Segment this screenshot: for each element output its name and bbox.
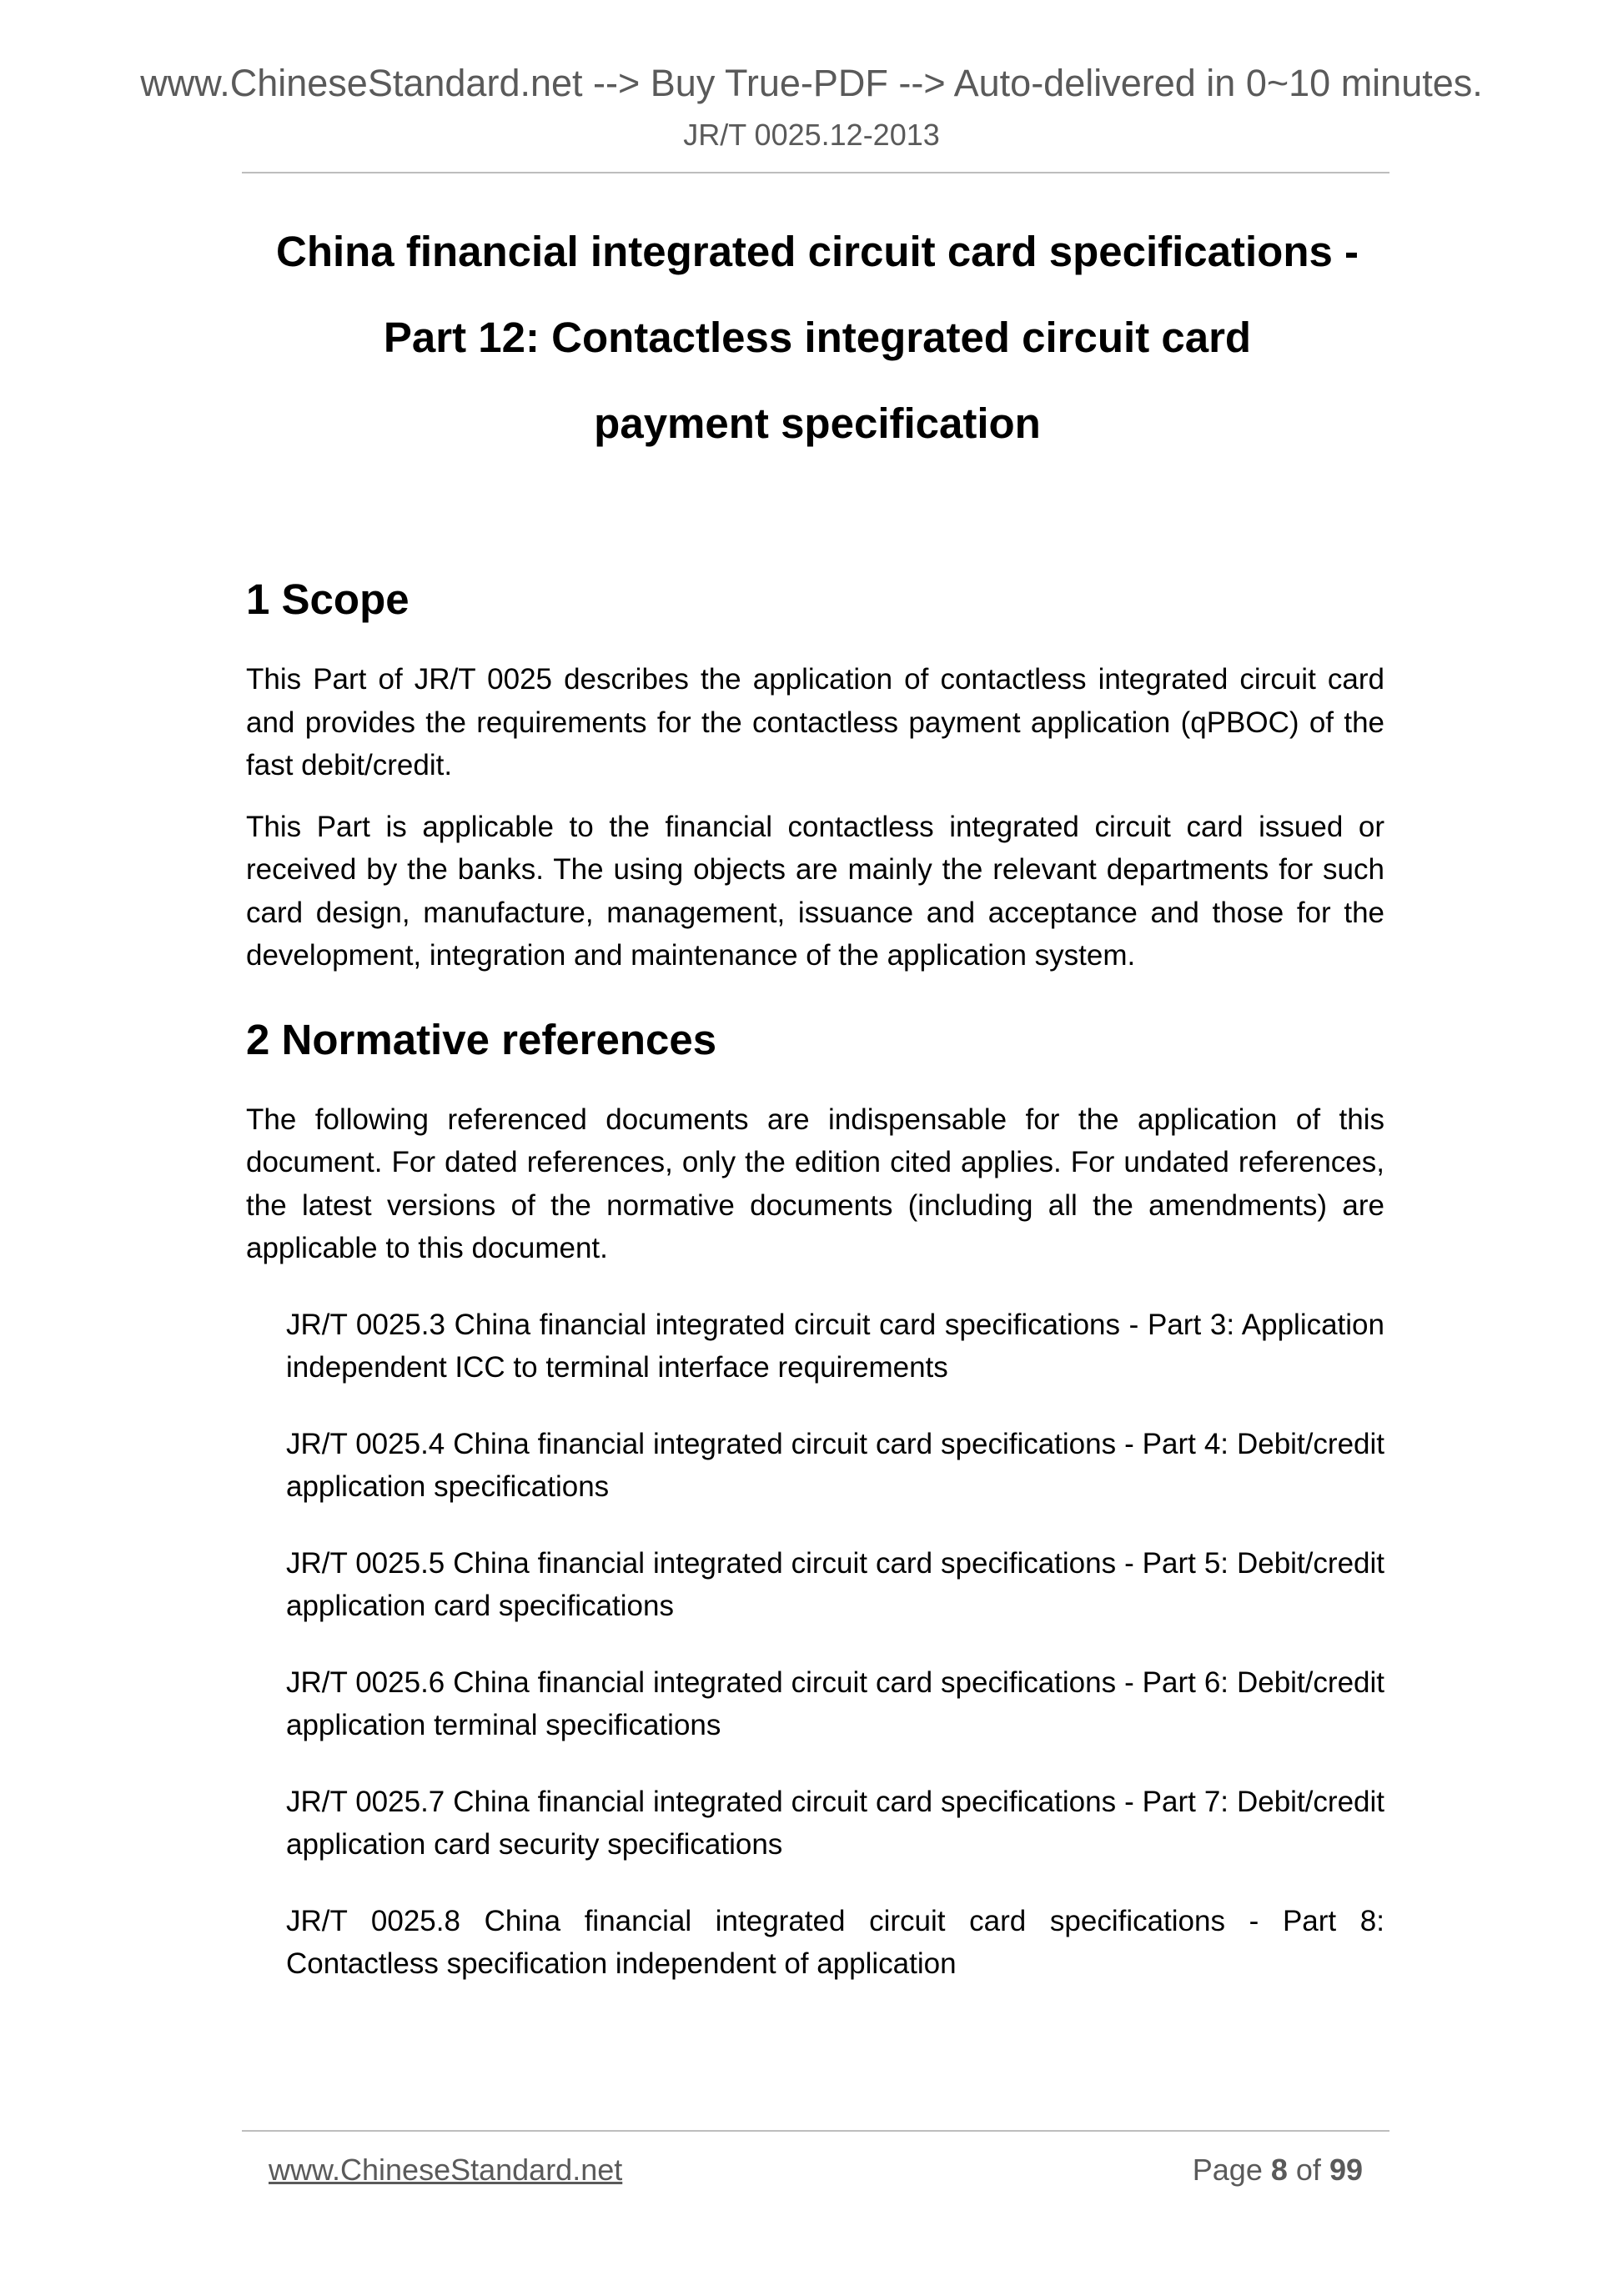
page-prefix: Page (1192, 2153, 1263, 2187)
reference-item: JR/T 0025.6 China financial integrated circuit card specifications - Part 6: Debit/credit application terminal specifications (286, 1665, 1384, 1742)
normative-intro-paragraph: The following referenced documents are indispensable for the application of this document. For dated references, only the edition cited applies. For undated references, the latest versions of the normative documents (including all the amendments) are applicable to this document. (246, 1103, 1384, 1265)
reference-item: JR/T 0025.3 China financial integrated circuit card specifications - Part 3: Application independent ICC to terminal interface requirements (286, 1308, 1384, 1384)
title-line-3: payment specification (594, 399, 1041, 447)
document-title (209, 208, 1426, 466)
header-divider (242, 172, 1389, 173)
section-heading-scope: 1 Scope (246, 575, 410, 623)
title-line-2: Part 12: Contactless integrated circuit card (383, 314, 1252, 361)
footer-divider (242, 2130, 1389, 2132)
reference-item: JR/T 0025.8 China financial integrated circuit card specifications - Part 8: Contactless specification independent of application (286, 1904, 1384, 1981)
scope-paragraph-2: This Part is applicable to the financial contactless integrated circuit card issued or received by the banks. The using objects are mainly the relevant departments for such card design, manufacture, management, issuance and acceptance and those for the development, integration and maintenance of the application system. (246, 810, 1384, 972)
reference-list (286, 1304, 1384, 1986)
title-line-1: China financial integrated circuit card specifications - (276, 228, 1359, 275)
footer-page-number (1193, 2153, 1363, 2188)
reference-item: JR/T 0025.4 China financial integrated circuit card specifications - Part 4: Debit/credit application specifications (286, 1427, 1384, 1504)
header-banner: www.ChineseStandard.net --> Buy True-PDF --> Auto-delivered in 0~10 minutes. (140, 62, 1483, 104)
section-heading-normative-references: 2 Normative references (246, 1015, 717, 1063)
footer-site-link[interactable]: www.ChineseStandard.net (269, 2153, 623, 2187)
header-standard-code: JR/T 0025.12-2013 (683, 118, 940, 152)
scope-paragraph-1: This Part of JR/T 0025 describes the application of contactless integrated circuit card and provides the requirements for the contactless payment application (qPBOC) of the fast debit/credit. (246, 663, 1384, 782)
reference-item: JR/T 0025.7 China financial integrated circuit card specifications - Part 7: Debit/credit application card security specifications (286, 1785, 1384, 1861)
page-total: 99 (1329, 2153, 1363, 2187)
page-of: of (1295, 2153, 1321, 2187)
document-body (246, 574, 1384, 2019)
reference-item: JR/T 0025.5 China financial integrated circuit card specifications - Part 5: Debit/credit application card specifications (286, 1546, 1384, 1623)
page-current: 8 (1270, 2153, 1288, 2187)
